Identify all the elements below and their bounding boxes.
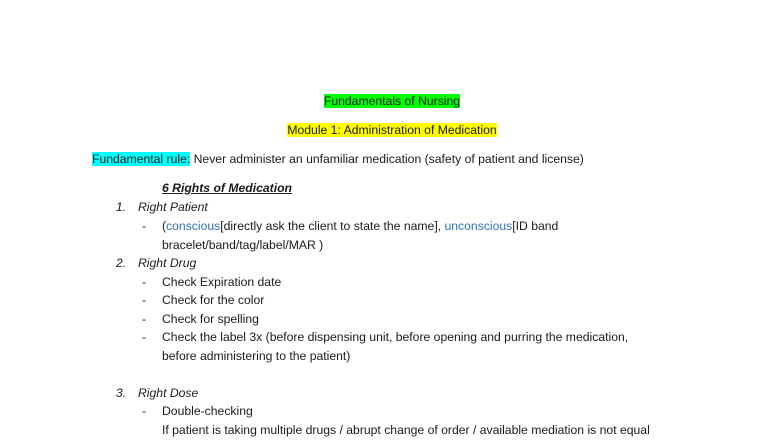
bullet-continuation: before administering to the patient) [162,349,351,363]
item-number: 3. [115,386,126,400]
rule-label: Fundamental rule: [92,152,191,166]
item-number: 1. [115,200,126,214]
bullet-dash: - [142,275,147,289]
fundamental-rule [92,151,584,167]
bullet-text: Check the label 3x (before dispensing unit, before opening and purring the medication, [162,330,629,344]
bullet-continuation: If patient is taking multiple drugs / abrupt change of order / available mediation is not equal [162,423,650,437]
unconscious-term: unconscious [444,219,513,233]
module-highlight: Module 1: Administration of Medication [287,123,497,137]
bullet-dash: - [142,219,147,233]
paren-open: ( [162,219,167,233]
bullet-text [162,218,558,234]
rights-heading: 6 Rights of Medication [162,181,293,195]
bullet-text: Check for spelling [162,312,259,326]
bullet-dash: - [142,404,147,418]
bullet-continuation: bracelet/band/tag/label/MAR ) [162,238,324,252]
item-number: 2. [115,256,126,270]
conscious-term: conscious [166,219,221,233]
conscious-note: [directly ask the client to state the name], [220,219,445,233]
item-title: Right Dose [138,386,199,400]
module-heading [0,122,784,138]
bullet-text: Check for the color [162,293,265,307]
bullet-dash: - [142,330,147,344]
item-title: Right Patient [138,200,208,214]
rule-text: Never administer an unfamiliar medication (safety of patient and license) [190,152,584,166]
bullet-text: Check Expiration date [162,275,282,289]
bullet-text: Double-checking [162,404,253,418]
bullet-dash: - [142,293,147,307]
title-highlight: Fundamentals of Nursing [323,94,461,108]
item-title: Right Drug [138,256,197,270]
bullet-dash: - [142,312,147,326]
document-title [0,93,784,109]
unconscious-note: [ID band [512,219,559,233]
